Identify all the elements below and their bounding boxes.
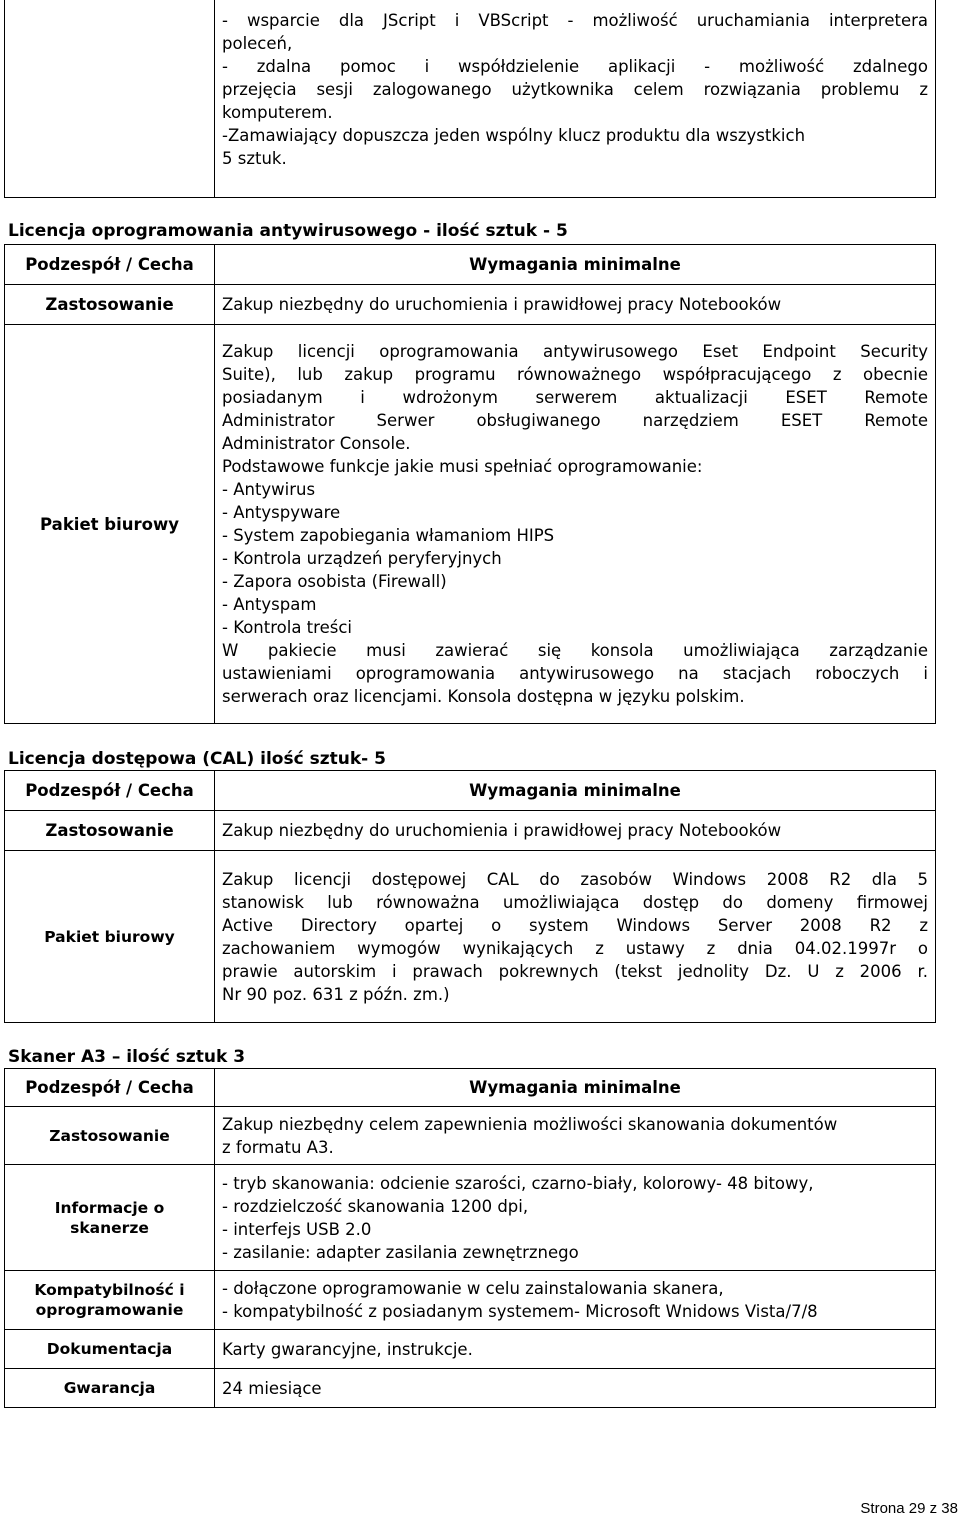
text-line: - Antyspam	[222, 595, 317, 614]
label-line: Informacje o	[54, 1198, 165, 1217]
page-number: Strona 29 z 38	[860, 1500, 958, 1517]
row-value: 24 miesiące	[215, 1369, 936, 1408]
row-label: Gwarancja	[5, 1369, 215, 1408]
column-header-right: Wymagania minimalne	[215, 245, 936, 285]
text-line: - dołączone oprogramowanie w celu zainstalowania skanera,	[222, 1279, 724, 1298]
text-line: - interfejs USB 2.0	[222, 1219, 372, 1239]
row-value: Karty gwarancyjne, instrukcje.	[215, 1330, 936, 1369]
scanner-heading: Skaner A3 – ilość sztuk 3	[8, 1047, 246, 1067]
row-value	[215, 325, 936, 724]
column-header-left: Podzespół / Cecha	[5, 771, 215, 811]
cal-heading: Licencja dostępowa (CAL) ilość sztuk- 5	[8, 749, 386, 769]
text-line: -Zamawiający dopuszcza jeden wspólny klucz produktu dla wszystkich	[222, 126, 806, 145]
text-line: - Kontrola urządzeń peryferyjnych	[222, 549, 502, 568]
text-line: posiadanym i wdrożonym serwerem aktualizacji ESET Remote	[222, 388, 928, 407]
text-line: Zakup niezbędny celem zapewnienia możliwości skanowania dokumentów	[222, 1114, 838, 1134]
text-line: - rozdzielczość skanowania 1200 dpi,	[222, 1196, 529, 1216]
text-line: poleceń,	[222, 34, 293, 53]
row-value: Zakup niezbędny do uruchomienia i prawidłowej pracy Notebooków	[215, 811, 936, 851]
text-line: Active Directory opartej o system Windows Server 2008 R2 z	[222, 915, 928, 935]
text-line: W pakiecie musi zawierać się konsola umożliwiająca zarządzanie	[222, 641, 928, 660]
text-line: - Antyspyware	[222, 503, 341, 522]
continuation-cell	[215, 0, 936, 198]
text-line: Zakup licencji dostępowej CAL do zasobów Windows 2008 R2 dla 5	[222, 869, 928, 889]
row-label: Pakiet biurowy	[5, 851, 215, 1023]
row-value	[215, 1107, 936, 1165]
row-value	[215, 1165, 936, 1271]
text-line: serwerach oraz licencjami. Konsola dostępna w języku polskim.	[222, 687, 745, 706]
label-line: skanerze	[70, 1218, 149, 1237]
text-line: stanowisk lub równoważna umożliwiająca dostęp do domeny firmowej	[222, 892, 928, 912]
row-label: Zastosowanie	[5, 285, 215, 325]
row-label	[5, 1271, 215, 1330]
continuation-table	[4, 0, 936, 198]
text-line: Administrator Console.	[222, 434, 411, 453]
column-header-right: Wymagania minimalne	[215, 771, 936, 811]
text-line: - Zapora osobista (Firewall)	[222, 572, 447, 591]
text-line: zachowaniem wymogów wynikających z ustawy z dnia 04.02.1997r o	[222, 938, 928, 958]
column-header-left: Podzespół / Cecha	[5, 1069, 215, 1107]
text-line: Administrator Serwer obsługiwanego narzędziem ESET Remote	[222, 411, 928, 430]
row-value: Zakup niezbędny do uruchomienia i prawidłowej pracy Notebooków	[215, 285, 936, 325]
row-value	[215, 851, 936, 1023]
text-line: - System zapobiegania włamaniom HIPS	[222, 526, 555, 545]
label-line: Kompatybilność i	[34, 1281, 185, 1299]
label-line: oprogramowanie	[35, 1301, 184, 1319]
row-label: Pakiet biurowy	[5, 325, 215, 724]
row-label: Dokumentacja	[5, 1330, 215, 1369]
text-line: Nr 90 poz. 631 z późn. zm.)	[222, 984, 450, 1004]
text-line: Zakup licencji oprogramowania antywirusowego Eset Endpoint Security	[222, 342, 928, 361]
text-line: - Antywirus	[222, 480, 316, 499]
text-line: z formatu A3.	[222, 1137, 334, 1157]
text-line: - zasilanie: adapter zasilania zewnętrznego	[222, 1242, 579, 1262]
antivirus-table	[4, 244, 936, 724]
antivirus-heading: Licencja oprogramowania antywirusowego - ilość sztuk - 5	[8, 221, 568, 241]
text-line: prawie autorskim i prawach pokrewnych (tekst jednolity Dz. U z 2006 r.	[222, 961, 928, 981]
scanner-table	[4, 1068, 936, 1408]
row-label: Zastosowanie	[5, 811, 215, 851]
text-line: - tryb skanowania: odcienie szarości, czarno-biały, kolorowy- 48 bitowy,	[222, 1173, 814, 1193]
text-line: komputerem.	[222, 103, 333, 122]
column-header-left: Podzespół / Cecha	[5, 245, 215, 285]
text-line: Podstawowe funkcje jakie musi spełniać oprogramowanie:	[222, 457, 703, 476]
text-line: ustawieniami oprogramowania antywirusowego na stacjach roboczych i	[222, 664, 928, 683]
cal-table	[4, 770, 936, 1023]
text-line: - wsparcie dla JScript i VBScript - możliwość uruchamiania interpretera	[222, 11, 928, 30]
row-label	[5, 1165, 215, 1271]
text-line: Suite), lub zakup programu równoważnego współpracującego z obecnie	[222, 365, 928, 384]
text-line: - zdalna pomoc i współdzielenie aplikacji - możliwość zdalnego	[222, 57, 928, 76]
row-value	[215, 1271, 936, 1330]
row-label: Zastosowanie	[5, 1107, 215, 1165]
text-line: - kompatybilność z posiadanym systemem- Microsoft Wnidows Vista/7/8	[222, 1302, 818, 1321]
text-line: 5 sztuk.	[222, 149, 287, 168]
text-line: - Kontrola treści	[222, 618, 352, 637]
text-line: przejęcia sesji zalogowanego użytkownika celem rozwiązania problemu z	[222, 80, 928, 99]
column-header-right: Wymagania minimalne	[215, 1069, 936, 1107]
continuation-left-cell	[5, 0, 215, 198]
